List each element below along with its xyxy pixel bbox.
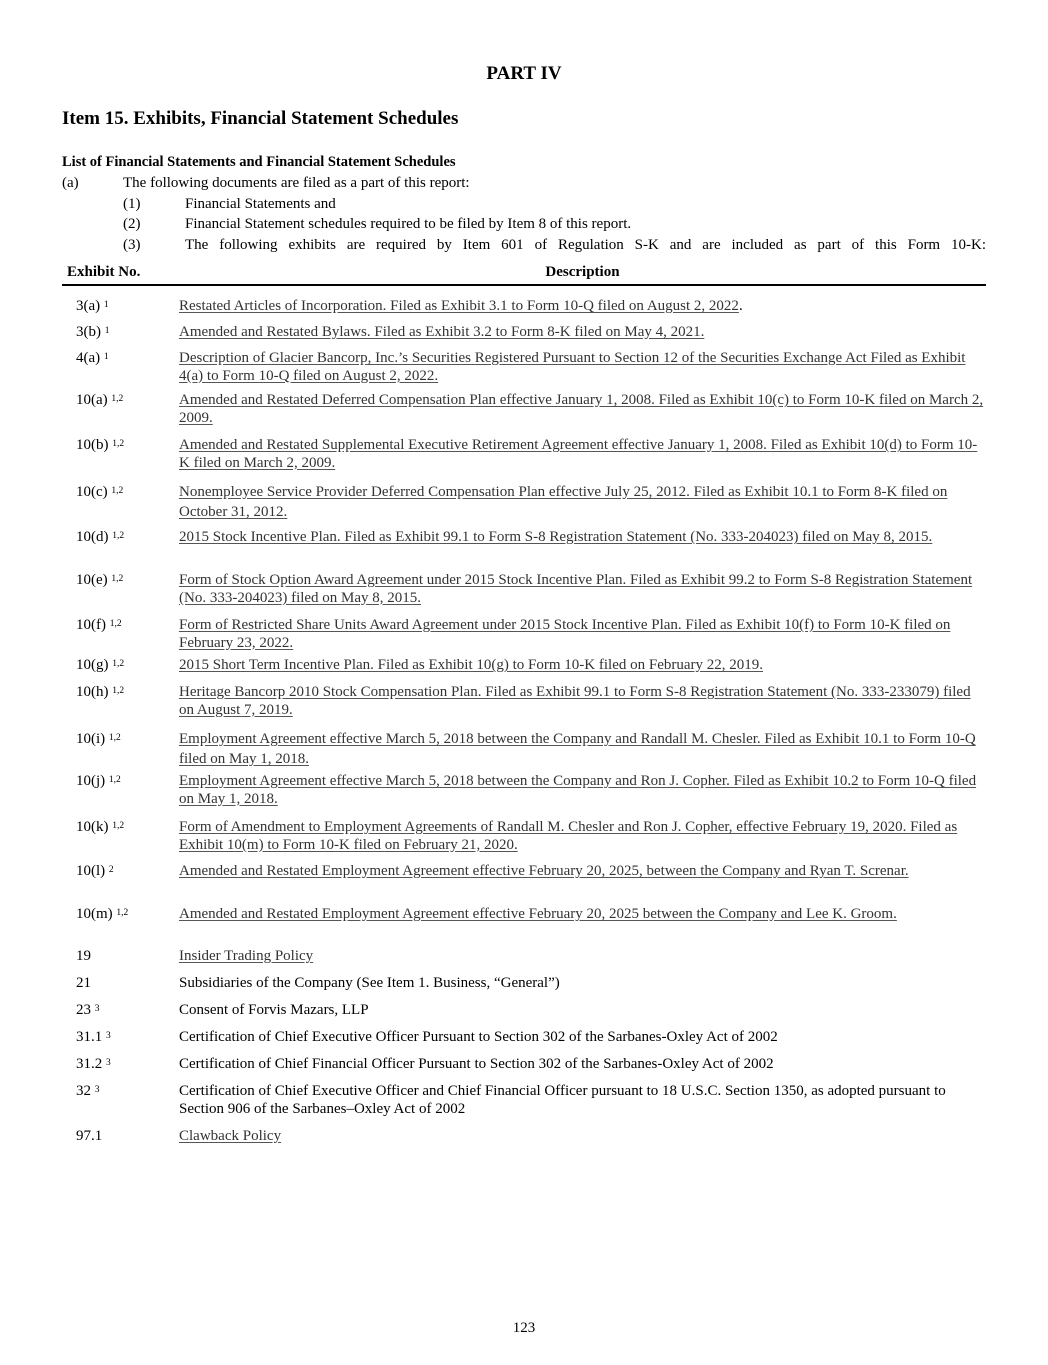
exhibit-number: 3(a) $^1$ (76, 298, 109, 314)
page-number: 123 (512, 1320, 536, 1336)
exhibit-link[interactable]: Amended and Restated Supplemental Executive Retirement Agreement effective January 1, 2008. Filed as Exhibit 10(d) to Form 10-K filed on March 2, 2009. (179, 437, 978, 471)
exhibit-description: Certification of Chief Executive Officer and Chief Financial Officer pursuant to 18 U.S.C. Section 1350, as adopted pursuant to Section 906 of the Sarbanes–Oxley Act of 2002 (179, 1083, 946, 1117)
exhibit-link[interactable]: 2015 Stock Incentive Plan. Filed as Exhibit 99.1 to Form S-8 Registration Statement (No. 333-204023) filed on May 8, 2015. (179, 529, 933, 545)
exhibit-number: 10(b) $^{1,2}$ (76, 437, 125, 453)
exhibit-description: Subsidiaries of the Company (See Item 1. Business, “General”) (179, 975, 560, 991)
exhibit-link[interactable]: Amended and Restated Employment Agreement effective February 20, 2025, between the Company and Ryan T. Screnar. (179, 863, 909, 879)
exhibit-number: 10(m) $^{1,2}$ (76, 906, 129, 922)
exhibit-number: 10(c) $^{1,2}$ (76, 484, 124, 500)
col-exhibit-header: Exhibit No. (67, 264, 141, 280)
exhibit-tail: . (738, 298, 743, 314)
exhibit-number: 32 $^3$ (76, 1083, 100, 1099)
exhibit-link[interactable]: Employment Agreement effective March 5, 2018 between the Company and Ron J. Copher. Filed as Exhibit 10.2 to Form 10-Q filed on May 1, 2018. (179, 773, 977, 807)
exhibit-number: 4(a) $^1$ (76, 350, 109, 366)
intro-item-text: The following exhibits are required by Item 601 of Regulation S-K and are included as part of this Form 10-K: (185, 237, 986, 253)
exhibit-number: 10(a) $^{1,2}$ (76, 392, 124, 408)
exhibit-link[interactable]: Employment Agreement effective March 5, 2018 between the Company and Randall M. Chesler. Filed as Exhibit 10.1 to Form 10-Q filed on May 1, 2018. (179, 731, 976, 767)
intro-item-number: (2) (123, 216, 141, 232)
exhibit-description: Certification of Chief Executive Officer Pursuant to Section 302 of the Sarbanes-Oxley Act of 2002 (179, 1029, 778, 1045)
part-title: PART IV (486, 63, 562, 84)
header-rule (62, 284, 986, 286)
exhibit-number: 31.1 $^3$ (76, 1029, 111, 1045)
intro-item-number: (3) (123, 237, 141, 253)
intro-item-text: Financial Statements and (185, 196, 336, 212)
item-title: Item 15. Exhibits, Financial Statement Schedules (62, 108, 459, 129)
list-heading: List of Financial Statements and Financial Statement Schedules (62, 154, 456, 170)
exhibit-link[interactable]: Amended and Restated Deferred Compensation Plan effective January 1, 2008. Filed as Exhibit 10(c) to Form 10-K filed on March 2, 2009. (179, 392, 984, 426)
exhibit-number: 3(b) $^1$ (76, 324, 110, 340)
exhibit-link[interactable]: Form of Stock Option Award Agreement under 2015 Stock Incentive Plan. Filed as Exhibit 99.2 to Form S-8 Registration Statement (No. 333-204023) filed on May 8, 2015. (179, 572, 973, 606)
intro-item-text: Financial Statement schedules required to be filed by Item 8 of this report. (185, 216, 632, 232)
exhibit-number: 31.2 $^3$ (76, 1056, 111, 1072)
exhibit-link[interactable]: Clawback Policy (179, 1128, 282, 1144)
exhibit-number: 23 $^3$ (76, 1002, 100, 1018)
exhibit-link[interactable]: Restated Articles of Incorporation. Filed as Exhibit 3.1 to Form 10-Q filed on August 2, 2022 (179, 298, 739, 314)
intro-a-label: (a) (62, 175, 79, 191)
exhibit-link[interactable]: Amended and Restated Bylaws. Filed as Exhibit 3.2 to Form 8-K filed on May 4, 2021. (179, 324, 705, 340)
exhibit-number: 10(h) $^{1,2}$ (76, 684, 125, 700)
exhibit-link[interactable]: Heritage Bancorp 2010 Stock Compensation Plan. Filed as Exhibit 99.1 to Form S-8 Registration Statement (No. 333-233079) filed on August 7, 2019. (179, 684, 971, 718)
intro-a-text: The following documents are filed as a part of this report: (123, 175, 470, 191)
exhibit-number: 10(l) $^2$ (76, 863, 114, 879)
exhibit-number: 97.1 (76, 1128, 103, 1144)
intro-item-number: (1) (123, 196, 141, 212)
exhibit-number: 10(j) $^{1,2}$ (76, 773, 121, 789)
exhibit-number: 10(g) $^{1,2}$ (76, 657, 125, 673)
exhibit-number: 21 (76, 975, 91, 991)
exhibit-number: 10(f) $^{1,2}$ (76, 617, 122, 633)
exhibit-link[interactable]: Description of Glacier Bancorp, Inc.’s Securities Registered Pursuant to Section 12 of the Securities Exchange Act Filed as Exhibit 4(a) to Form 10-Q filed on August 2, 2022. (179, 350, 966, 384)
exhibit-description: Consent of Forvis Mazars, LLP (179, 1002, 369, 1018)
exhibit-link[interactable]: Form of Amendment to Employment Agreements of Randall M. Chesler and Ron J. Copher, effective February 19, 2020. Filed as Exhibit 10(m) to Form 10-K filed on February 21, 2020. (179, 819, 958, 853)
exhibit-link[interactable]: 2015 Short Term Incentive Plan. Filed as Exhibit 10(g) to Form 10-K filed on February 22, 2019. (179, 657, 764, 673)
exhibit-number: 10(k) $^{1,2}$ (76, 819, 125, 835)
exhibit-link[interactable]: Nonemployee Service Provider Deferred Compensation Plan effective July 25, 2012. Filed as Exhibit 10.1 to Form 8-K filed on October 31, 2012. (179, 484, 948, 520)
exhibit-description: Certification of Chief Financial Officer Pursuant to Section 302 of the Sarbanes-Oxley Act of 2002 (179, 1056, 774, 1072)
exhibit-link[interactable]: Insider Trading Policy (179, 948, 314, 964)
exhibit-number: 10(i) $^{1,2}$ (76, 731, 121, 747)
col-description-header: Description (545, 264, 620, 280)
exhibit-link[interactable]: Form of Restricted Share Units Award Agreement under 2015 Stock Incentive Plan. Filed as Exhibit 10(f) to Form 10-K filed on February 23, 2022. (179, 617, 951, 651)
exhibit-link[interactable]: Amended and Restated Employment Agreement effective February 20, 2025 between the Company and Lee K. Groom. (179, 906, 897, 922)
exhibit-number: 10(e) $^{1,2}$ (76, 572, 124, 588)
exhibit-number: 19 (76, 948, 91, 964)
exhibit-number: 10(d) $^{1,2}$ (76, 529, 125, 545)
